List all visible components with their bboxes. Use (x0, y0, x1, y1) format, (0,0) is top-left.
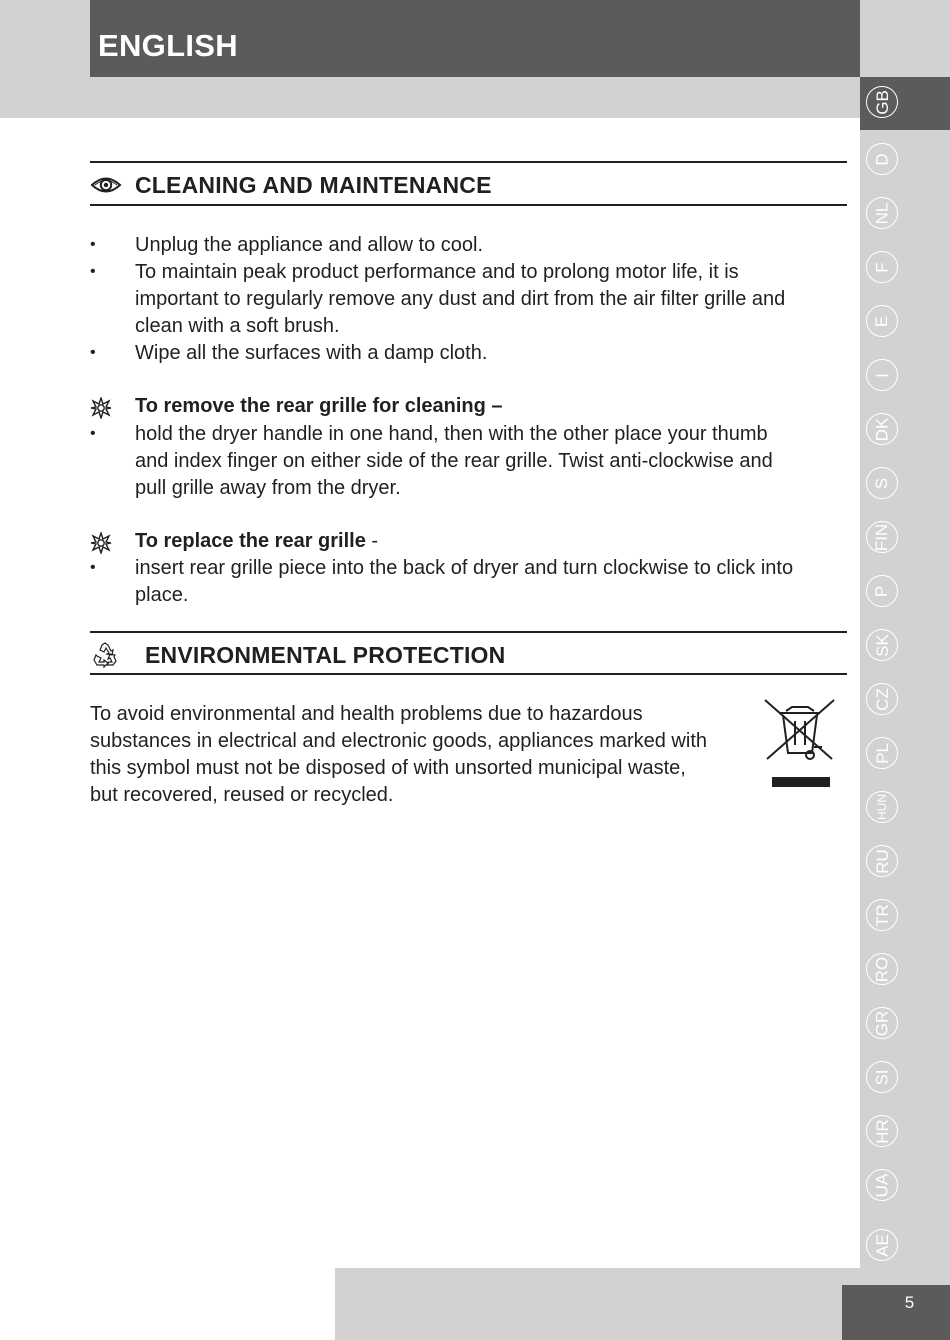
remove-grille-line3: pull grille away from the dryer. (135, 477, 401, 499)
lang-tab-d[interactable]: D (866, 143, 898, 175)
page-number: 5 (904, 1293, 915, 1312)
cleaning-bullet-filter-line2: important to regularly remove any dust and dirt from the air filter grille and (135, 288, 786, 310)
lang-tab-p[interactable]: P (866, 575, 898, 607)
remove-grille-line1: hold the dryer handle in one hand, then with the other place your thumb (135, 423, 768, 445)
section-rule-bottom (90, 204, 847, 206)
lang-tab-fin[interactable]: FIN (866, 521, 898, 553)
replace-grille-heading-suffix: - (365, 530, 379, 552)
lang-tab-nl[interactable]: NL (866, 197, 898, 229)
weee-crossed-bin-icon (762, 697, 838, 791)
star-icon (90, 397, 112, 419)
replace-grille-line1: insert rear grille piece into the back of dryer and turn clockwise to click into (135, 557, 794, 579)
replace-grille-line2: place. (135, 584, 189, 606)
section-rule-bottom (90, 673, 847, 675)
lang-tab-dk[interactable]: DK (866, 413, 898, 445)
eye-icon (90, 174, 122, 196)
lang-tab-si[interactable]: SI (866, 1061, 898, 1093)
bullet-marker: • (90, 559, 96, 576)
cleaning-bullet-filter-line3: clean with a soft brush. (135, 315, 340, 337)
lang-tab-hun[interactable]: HUN (866, 791, 898, 823)
lang-tab-i[interactable]: I (866, 359, 898, 391)
replace-grille-heading-text: To replace the rear grille (135, 530, 366, 552)
environment-text-line2: substances in electrical and electronic goods, appliances marked with (90, 730, 708, 752)
lang-tab-s[interactable]: S (866, 467, 898, 499)
lang-tab-ro[interactable]: RO (866, 953, 898, 985)
cleaning-bullet-unplug: Unplug the appliance and allow to cool. (135, 234, 484, 256)
lang-tab-ua[interactable]: UA (866, 1169, 898, 1201)
lang-tab-pl[interactable]: PL (866, 737, 898, 769)
language-tabs (866, 77, 898, 1277)
environment-text-line3: this symbol must not be disposed of with unsorted municipal waste, (90, 757, 686, 779)
bullet-marker: • (90, 344, 96, 361)
lang-tab-hr[interactable]: HR (866, 1115, 898, 1147)
page-language-title: ENGLISH (98, 28, 238, 63)
lang-tab-e[interactable]: E (866, 305, 898, 337)
cleaning-bullet-wipe: Wipe all the surfaces with a damp cloth. (135, 342, 488, 364)
lang-tab-tr[interactable]: TR (866, 899, 898, 931)
lang-tab-ru[interactable]: RU (866, 845, 898, 877)
remove-grille-line2: and index finger on either side of the rear grille. Twist anti-clockwise and (135, 450, 773, 472)
environment-text-line1: To avoid environmental and health problems due to hazardous (90, 703, 643, 725)
bullet-marker: • (90, 236, 96, 253)
section-rule-top (90, 161, 847, 163)
replace-grille-heading (135, 528, 378, 555)
lang-tab-sk[interactable]: SK (866, 629, 898, 661)
lang-tab-gb[interactable]: GB (866, 86, 898, 118)
cleaning-section-title: CLEANING AND MAINTENANCE (135, 172, 492, 198)
star-icon (90, 532, 112, 554)
remove-grille-heading: To remove the rear grille for cleaning – (135, 395, 503, 417)
cleaning-bullet-filter-line1: To maintain peak product performance and to prolong motor life, it is (135, 261, 739, 283)
lang-tab-cz[interactable]: CZ (866, 683, 898, 715)
lang-tab-f[interactable]: F (866, 251, 898, 283)
bullet-marker: • (90, 263, 96, 280)
lang-tab-gr[interactable]: GR (866, 1007, 898, 1039)
environment-section-title: ENVIRONMENTAL PROTECTION (145, 642, 506, 668)
bullet-marker: • (90, 425, 96, 442)
lang-tab-ae[interactable]: AE (866, 1229, 898, 1261)
recycle-icon (92, 642, 118, 668)
environment-text-line4: but recovered, reused or recycled. (90, 784, 394, 806)
section-rule-top (90, 631, 847, 633)
